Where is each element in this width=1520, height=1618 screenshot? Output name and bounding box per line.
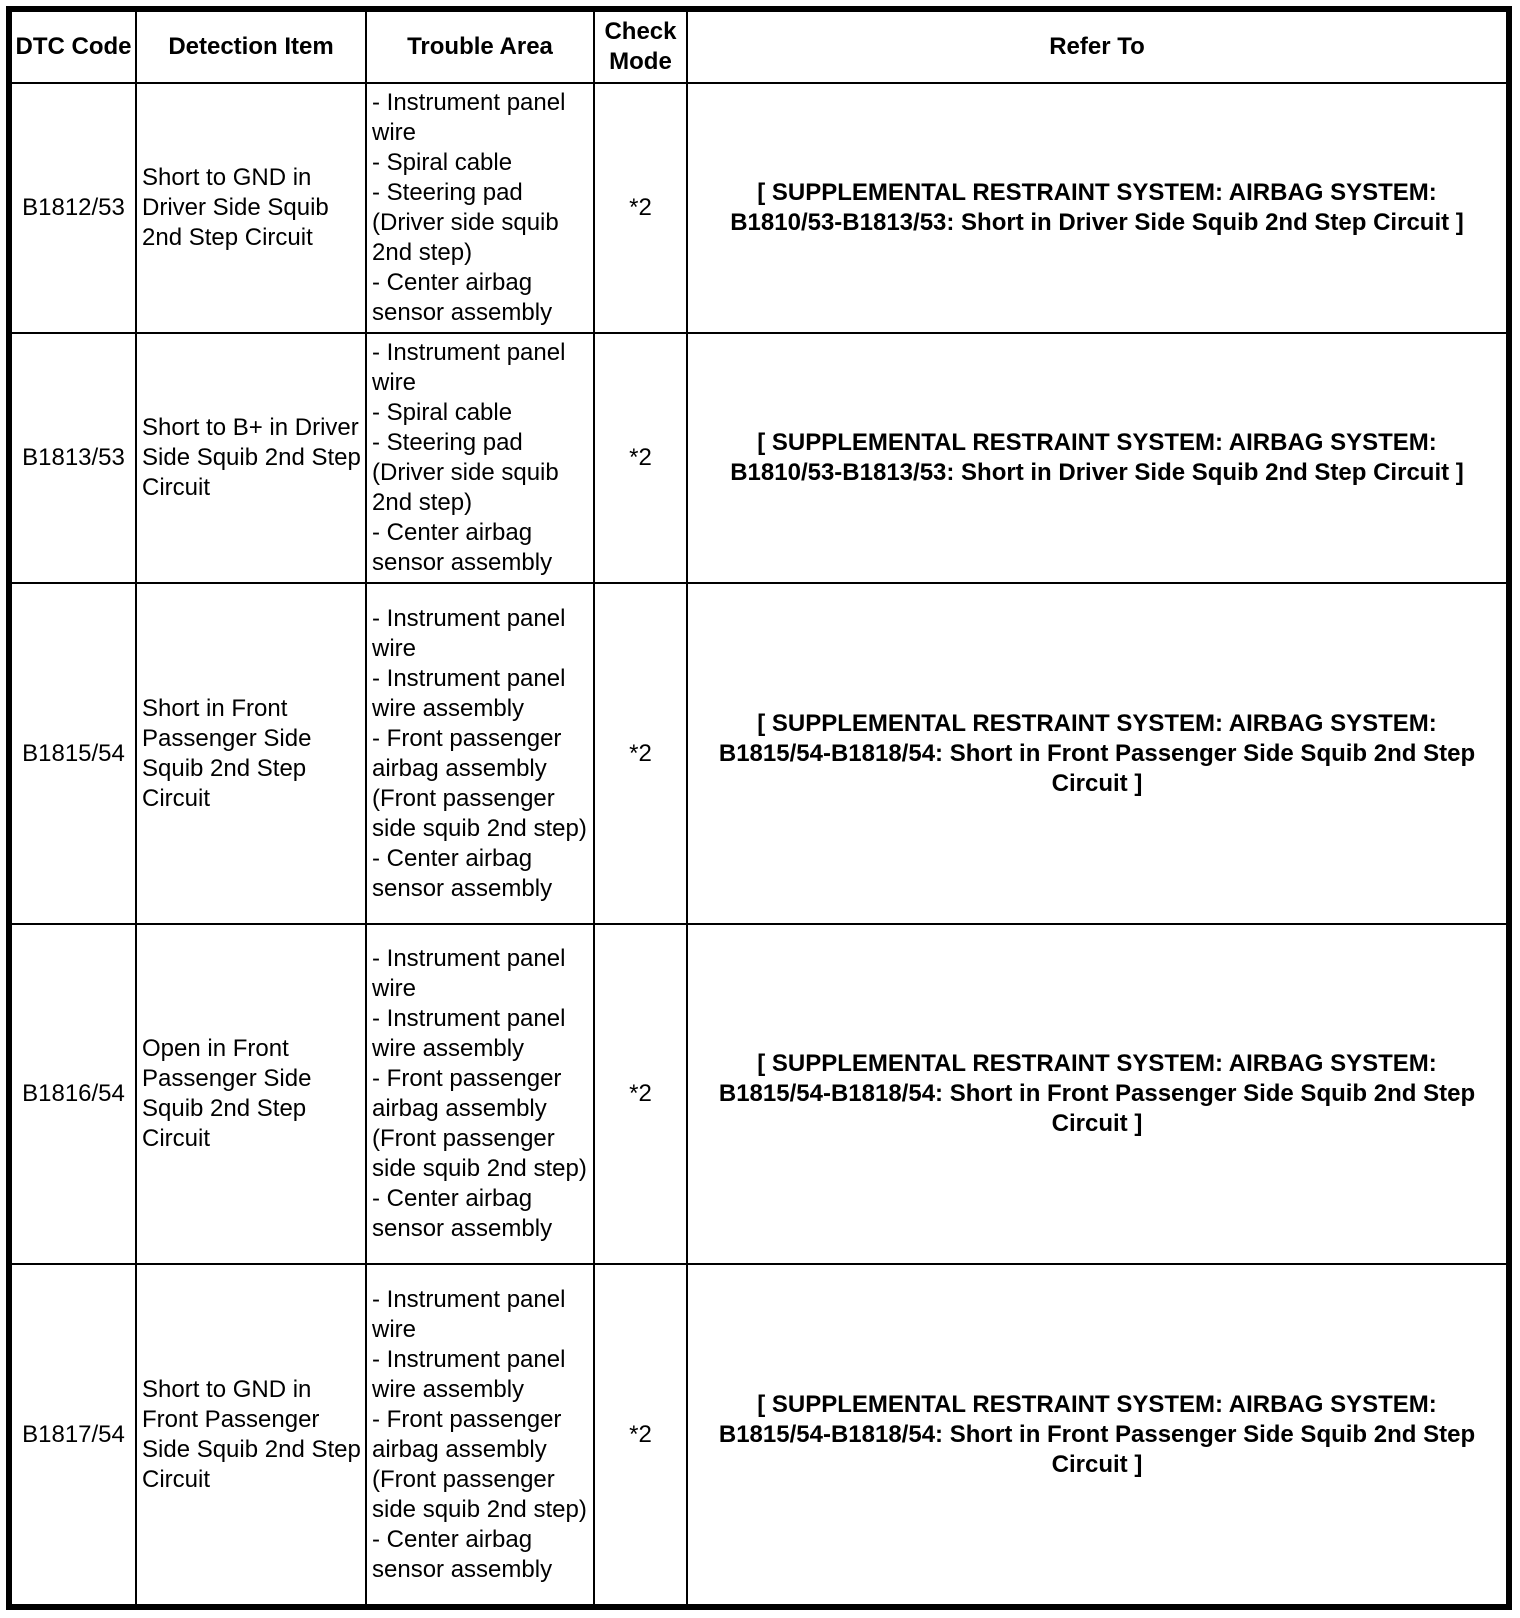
refer-to-cell: [ SUPPLEMENTAL RESTRAINT SYSTEM: AIRBAG SYSTEM: B1815/54-B1818/54: Short in Front Passenger Side Squib 2nd Step Circuit ] — [687, 1264, 1507, 1605]
dtc-code-cell: B1812/53 — [11, 83, 136, 333]
detection-item-cell: Open in Front Passenger Side Squib 2nd Step Circuit — [136, 924, 366, 1265]
trouble-area-line: - Center airbag sensor assembly — [372, 1185, 553, 1243]
check-mode-cell: *2 — [594, 1264, 687, 1605]
dtc-table — [10, 10, 1508, 1606]
trouble-area-cell — [366, 1264, 594, 1605]
trouble-area-line: - Instrument panel wire — [372, 945, 566, 1003]
trouble-area-line: - Steering pad (Driver side squib 2nd step) — [372, 429, 559, 517]
table-row — [11, 333, 1507, 583]
header-check-mode: Check Mode — [594, 11, 687, 83]
check-mode-cell: *2 — [594, 83, 687, 333]
check-mode-cell: *2 — [594, 333, 687, 583]
trouble-area-line: - Instrument panel wire — [372, 1285, 566, 1343]
trouble-area-line: - Instrument panel wire assembly — [372, 664, 566, 722]
check-mode-cell: *2 — [594, 924, 687, 1265]
dtc-code-cell: B1816/54 — [11, 924, 136, 1265]
trouble-area-line: - Spiral cable — [372, 399, 513, 427]
trouble-area-line: - Center airbag sensor assembly — [372, 1525, 553, 1583]
trouble-area-line: - Spiral cable — [372, 149, 513, 177]
table-row — [11, 924, 1507, 1265]
trouble-area-line: - Instrument panel wire — [372, 89, 566, 147]
table-row — [11, 583, 1507, 924]
dtc-code-cell: B1817/54 — [11, 1264, 136, 1605]
refer-to-cell: [ SUPPLEMENTAL RESTRAINT SYSTEM: AIRBAG SYSTEM: B1815/54-B1818/54: Short in Front Passenger Side Squib 2nd Step Circuit ] — [687, 583, 1507, 924]
trouble-area-line: - Front passenger airbag assembly (Front passenger side squib 2nd step) — [372, 1405, 587, 1523]
dtc-code-cell: B1813/53 — [11, 333, 136, 583]
trouble-area-cell — [366, 83, 594, 333]
trouble-area-cell — [366, 333, 594, 583]
dtc-table-container — [6, 6, 1512, 1610]
header-trouble-area: Trouble Area — [366, 11, 594, 83]
trouble-area-cell — [366, 924, 594, 1265]
table-row — [11, 1264, 1507, 1605]
header-detection-item: Detection Item — [136, 11, 366, 83]
trouble-area-cell — [366, 583, 594, 924]
detection-item-cell: Short in Front Passenger Side Squib 2nd Step Circuit — [136, 583, 366, 924]
refer-to-cell: [ SUPPLEMENTAL RESTRAINT SYSTEM: AIRBAG SYSTEM: B1810/53-B1813/53: Short in Driver Side Squib 2nd Step Circuit ] — [687, 83, 1507, 333]
detection-item-cell: Short to GND in Driver Side Squib 2nd Step Circuit — [136, 83, 366, 333]
trouble-area-line: - Center airbag sensor assembly — [372, 844, 553, 902]
trouble-area-line: - Front passenger airbag assembly (Front passenger side squib 2nd step) — [372, 1065, 587, 1183]
trouble-area-line: - Instrument panel wire assembly — [372, 1345, 566, 1403]
detection-item-cell: Short to GND in Front Passenger Side Squib 2nd Step Circuit — [136, 1264, 366, 1605]
trouble-area-line: - Instrument panel wire — [372, 604, 566, 662]
trouble-area-line: - Center airbag sensor assembly — [372, 519, 553, 577]
refer-to-cell: [ SUPPLEMENTAL RESTRAINT SYSTEM: AIRBAG SYSTEM: B1810/53-B1813/53: Short in Driver Side Squib 2nd Step Circuit ] — [687, 333, 1507, 583]
trouble-area-line: - Steering pad (Driver side squib 2nd step) — [372, 179, 559, 267]
header-refer-to: Refer To — [687, 11, 1507, 83]
trouble-area-line: - Front passenger airbag assembly (Front passenger side squib 2nd step) — [372, 724, 587, 842]
table-row — [11, 83, 1507, 333]
trouble-area-line: - Instrument panel wire — [372, 339, 566, 397]
check-mode-cell: *2 — [594, 583, 687, 924]
trouble-area-line: - Center airbag sensor assembly — [372, 269, 553, 327]
refer-to-cell: [ SUPPLEMENTAL RESTRAINT SYSTEM: AIRBAG SYSTEM: B1815/54-B1818/54: Short in Front Passenger Side Squib 2nd Step Circuit ] — [687, 924, 1507, 1265]
trouble-area-line: - Instrument panel wire assembly — [372, 1005, 566, 1063]
table-header-row — [11, 11, 1507, 83]
dtc-code-cell: B1815/54 — [11, 583, 136, 924]
detection-item-cell: Short to B+ in Driver Side Squib 2nd Step Circuit — [136, 333, 366, 583]
header-dtc-code: DTC Code — [11, 11, 136, 83]
